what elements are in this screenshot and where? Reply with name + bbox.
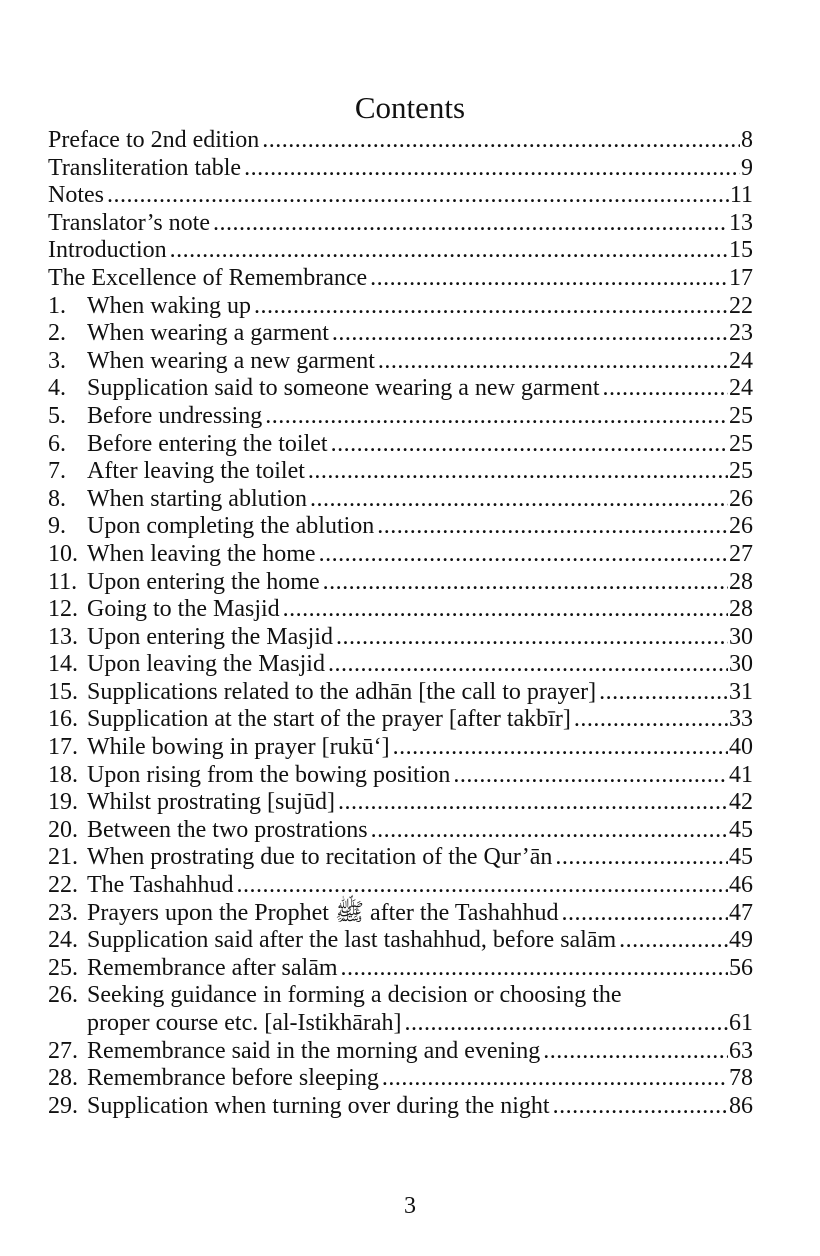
dot-leader [377,513,728,541]
toc-entry[interactable] [48,762,753,790]
entry-number: 15. [48,678,78,705]
entry-page: 24 [729,375,753,402]
entry-title: When leaving the home [87,540,316,567]
toc-entry[interactable] [48,431,753,459]
dot-leader [310,486,728,514]
entry-number: 7. [48,458,66,485]
dot-leader [328,651,728,679]
entry-number: 28. [48,1065,78,1092]
dot-leader [370,265,728,293]
toc-entry[interactable] [48,569,753,597]
toc-entry[interactable] [48,651,753,679]
entry-title: Upon entering the Masjid [87,623,333,650]
entry-page: 42 [729,789,753,816]
toc-entry[interactable] [48,265,753,293]
entry-title: Upon completing the ablution [87,513,375,540]
entry-number: 18. [48,761,78,788]
dot-leader [543,1038,728,1066]
page-number: 3 [404,1193,416,1219]
entry-page: 61 [729,1010,753,1036]
toc-entry[interactable] [48,458,753,486]
dot-leader [338,789,728,817]
entry-title: When waking up [87,292,251,319]
toc-entry[interactable] [48,734,753,762]
entry-page: 45 [729,844,753,871]
toc-entry[interactable] [48,955,753,983]
dot-leader [332,320,728,348]
entry-number: 22. [48,872,78,899]
toc-entry[interactable] [48,679,753,707]
toc-entry[interactable] [48,182,753,210]
toc-entry[interactable] [48,348,753,376]
entry-number: 24. [48,927,78,954]
dot-leader [378,348,728,376]
toc-entry[interactable] [48,486,753,514]
table-of-contents [48,127,753,1120]
toc-entry[interactable] [48,624,753,652]
entry-number: 1. [48,292,66,319]
entry-number: 3. [48,347,66,374]
dot-leader [237,872,728,900]
toc-entry[interactable] [48,237,753,265]
dot-leader [553,1093,728,1121]
entry-page: 28 [729,568,753,595]
entry-page: 30 [729,623,753,650]
entry-page: 17 [729,264,753,291]
entry-page: 45 [729,816,753,843]
dot-leader [319,541,728,569]
entry-title: Supplication said to someone wearing a new garment [87,375,600,402]
entry-number: 4. [48,375,66,402]
toc-entry[interactable] [48,596,753,624]
dot-leader [405,1010,728,1038]
dot-leader [574,706,728,734]
entry-page: 8 [741,127,753,153]
dot-leader [323,569,728,597]
toc-entry[interactable] [48,927,753,955]
entry-title: Supplication when turning over during the night [87,1092,550,1119]
toc-entry[interactable] [48,789,753,817]
entry-title: Preface to 2nd edition [48,127,260,153]
entry-page: 13 [729,209,753,236]
toc-entry[interactable] [48,320,753,348]
toc-entry[interactable] [48,541,753,569]
toc-entry[interactable] [48,1065,753,1093]
toc-entry[interactable] [48,1038,753,1066]
entry-title: Upon leaving the Masjid [87,651,325,678]
entry-page: 41 [729,761,753,788]
entry-number: 21. [48,844,78,871]
toc-entry[interactable] [48,706,753,734]
entry-number: 14. [48,651,78,678]
toc-entry[interactable] [48,403,753,431]
toc-entry[interactable] [48,127,753,155]
entry-title: Remembrance after salām [87,954,338,981]
dot-leader [283,596,728,624]
entry-page: 40 [729,734,753,761]
entry-number: 25. [48,954,78,981]
entry-title: Before entering the toilet [87,430,328,457]
entry-title: When wearing a new garment [87,347,375,374]
entry-page: 78 [729,1065,753,1092]
entry-number: 2. [48,320,66,347]
toc-entry-continuation[interactable] [48,1010,753,1038]
entry-number: 26. [48,982,78,1009]
dot-leader [262,127,740,155]
toc-entry[interactable] [48,817,753,845]
entry-page: 63 [729,1037,753,1064]
entry-page: 25 [729,402,753,429]
entry-page: 46 [729,872,753,899]
entry-page: 15 [729,237,753,264]
entry-page: 26 [729,485,753,512]
entry-page: 9 [741,154,753,181]
entry-number: 29. [48,1092,78,1119]
entry-number: 10. [48,540,78,567]
entry-title: When wearing a garment [87,320,329,347]
entry-title: Supplication said after the last tashahhud, before salām [87,927,617,954]
entry-title: Introduction [48,237,167,264]
entry-title: Translator’s note [48,209,210,236]
dot-leader [244,155,740,183]
entry-page: 24 [729,347,753,374]
entry-number: 23. [48,899,78,926]
entry-title: While bowing in prayer [rukū‘] [87,734,390,761]
entry-title: The Tashahhud [87,872,234,899]
entry-title: Before undressing [87,402,263,429]
entry-page: 47 [729,899,753,926]
entry-title: Whilst prostrating [sujūd] [87,789,335,816]
entry-number: 19. [48,789,78,816]
entry-title: Seeking guidance in forming a decision or choosing the [87,982,622,1009]
entry-title: Remembrance said in the morning and evening [87,1037,541,1064]
toc-entry[interactable] [48,1093,753,1121]
dot-leader [603,375,728,403]
entry-number: 8. [48,485,66,512]
toc-entry[interactable] [48,844,753,872]
entry-page: 22 [729,292,753,319]
dot-leader [599,679,728,707]
entry-page: 28 [729,596,753,623]
entry-number: 16. [48,706,78,733]
entry-number: 6. [48,430,66,457]
entry-number: 13. [48,623,78,650]
entry-title: When prostrating due to recitation of the Qur’ān [87,844,553,871]
dot-leader [393,734,728,762]
dot-leader [170,237,728,265]
entry-number: 12. [48,596,78,623]
toc-entry[interactable] [48,872,753,900]
entry-title: Transliteration table [48,154,242,181]
entry-title: The Excellence of Remembrance [48,264,368,291]
dot-leader [382,1065,728,1093]
entry-title-continued: proper course etc. [al-Istikhārah] [87,1010,402,1036]
toc-entry[interactable] [48,900,753,928]
entry-number: 20. [48,816,78,843]
entry-title: Going to the Masjid [87,596,280,623]
entry-page: 30 [729,651,753,678]
dot-leader [453,762,728,790]
entry-page: 25 [729,458,753,485]
entry-page: 86 [729,1092,753,1119]
entry-number: 9. [48,513,66,540]
dot-leader [336,624,728,652]
entry-page: 11 [729,182,753,209]
entry-page: 23 [729,320,753,347]
entry-page: 49 [729,927,753,954]
entry-title: Between the two prostrations [87,816,368,843]
entry-number: 27. [48,1037,78,1064]
entry-page: 25 [729,430,753,457]
entry-page: 26 [729,513,753,540]
toc-entry[interactable] [48,155,753,183]
entry-number: 5. [48,402,66,429]
dot-leader [213,210,728,238]
dot-leader [331,431,728,459]
dot-leader [555,844,728,872]
entry-title: Upon entering the home [87,568,320,595]
dot-leader [341,955,728,983]
dot-leader [107,182,729,210]
dot-leader [619,927,728,955]
entry-title: Supplication at the start of the prayer [after takbīr] [87,706,571,733]
entry-page: 56 [729,954,753,981]
entry-title: Remembrance before sleeping [87,1065,379,1092]
entry-number: 11. [48,568,78,595]
dot-leader [254,293,728,321]
dot-leader [371,817,728,845]
toc-entry[interactable] [48,293,753,321]
toc-entry[interactable] [48,513,753,541]
entry-title: Notes [48,182,104,209]
entry-title: Upon rising from the bowing position [87,761,451,788]
entry-title: When starting ablution [87,485,307,512]
dot-leader [265,403,728,431]
page-title: Contents [354,90,466,125]
entry-page: 33 [729,706,753,733]
entry-page: 27 [729,540,753,567]
dot-leader [561,900,728,928]
entry-title: Prayers upon the Prophet ﷺ after the Tashahhud [87,899,559,926]
entry-title: After leaving the toilet [87,458,305,485]
toc-entry[interactable] [48,375,753,403]
entry-title: Supplications related to the adhān [the call to prayer] [87,678,597,705]
toc-entry[interactable] [48,982,753,1010]
entry-page: 31 [729,678,753,705]
dot-leader [308,458,728,486]
entry-number: 17. [48,734,78,761]
toc-entry[interactable] [48,210,753,238]
